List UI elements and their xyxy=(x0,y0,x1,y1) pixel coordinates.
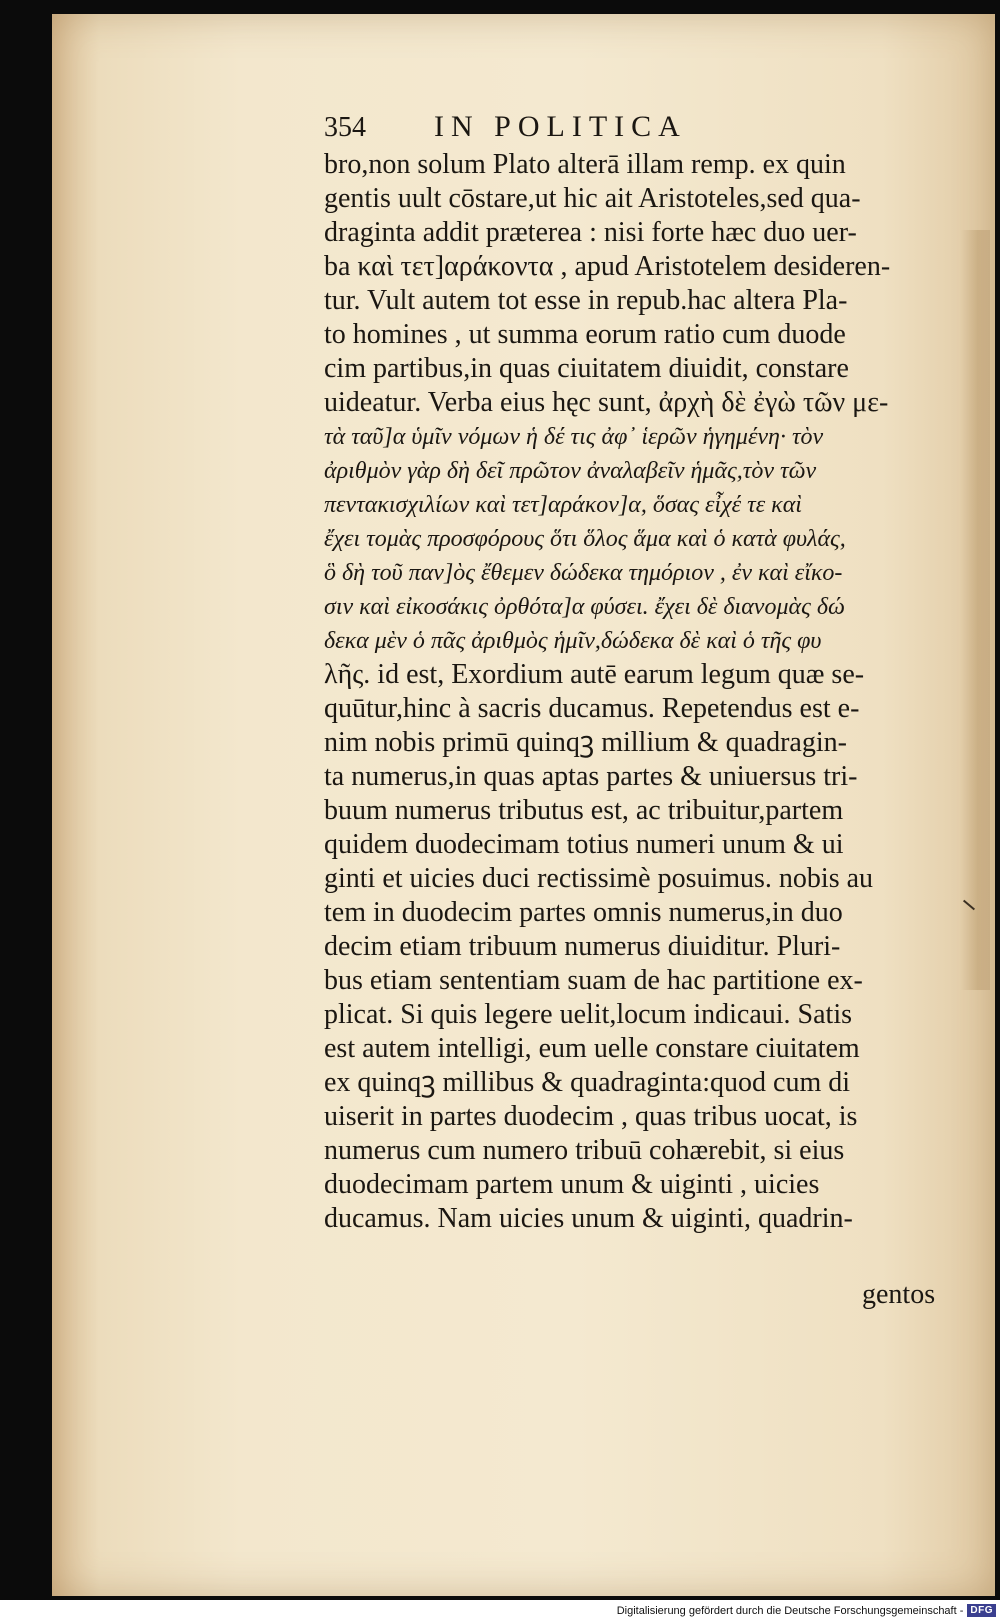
text-line: bus etiam sententiam suam de hac partitione ex- xyxy=(324,965,863,996)
text-line: ta numerus,in quas aptas partes & uniuersus tri- xyxy=(324,761,858,792)
dfg-logo: DFG xyxy=(967,1604,996,1617)
greek-text-line: σιν καὶ εἰκοσάκις ὀρθότα]α φύσει. ἔχει δὲ διανομὰς δώ xyxy=(324,594,845,620)
text-line: quidem duodecimam totius numeri unum & ui xyxy=(324,829,844,860)
text-line: ginti et uicies duci rectissimè posuimus. nobis au xyxy=(324,863,874,894)
text-line: to homines , ut summa eorum ratio cum duode xyxy=(324,319,846,350)
greek-text-line: δεκα μὲν ὁ πᾶς ἀριθμὸς ἡμῖν,δώδεκα δὲ καὶ ὁ τῆς φυ xyxy=(324,628,822,654)
text-line: tem in duodecim partes omnis numerus,in duo xyxy=(324,897,843,928)
page-number: 354 xyxy=(324,112,366,143)
text-line: buum numerus tributus est, ac tribuitur,partem xyxy=(324,795,844,826)
digitization-footer xyxy=(0,1600,1000,1621)
greek-text-line: τὰ ταῦ]α ὑμῖν νόμων ἡ δέ τις ἀφ᾽ ἱερῶν ἡγημένη· τὸν xyxy=(324,424,824,450)
body-text xyxy=(324,148,954,1236)
text-line: uiserit in partes duodecim , quas tribus uocat, is xyxy=(324,1101,858,1132)
greek-text-line: πεντακισχιλίων καὶ τετ]αράκον]α, ὅσας εἶχέ τε καὶ xyxy=(324,492,802,518)
greek-text-line: ὃ δὴ τοῦ παν]ὸς ἔθεμεν δώδεκα τημόριον , ἐν καὶ εἴκο- xyxy=(324,560,843,586)
running-title: IN POLITICA xyxy=(434,110,687,143)
page-edge-shadow xyxy=(960,230,990,990)
text-line: ba καὶ τετ]αράκοντα , apud Aristotelem desideren- xyxy=(324,251,891,282)
text-line: λῆς. id est, Exordium autē earum legum quæ se- xyxy=(324,659,865,690)
text-line: ducamus. Nam uicies unum & uiginti, quadrin- xyxy=(324,1203,853,1234)
text-line: plicat. Si quis legere uelit,locum indicaui. Satis xyxy=(324,999,853,1030)
text-line: quūtur,hinc à sacris ducamus. Repetendus est e- xyxy=(324,693,860,724)
text-line: cim partibus,in quas ciuitatem diuidit, constare xyxy=(324,353,849,384)
text-line: est autem intelligi, eum uelle constare ciuitatem xyxy=(324,1033,860,1064)
running-head xyxy=(324,110,784,150)
text-line: draginta addit præterea : nisi forte hæc duo uer- xyxy=(324,217,857,248)
catchword: gentos xyxy=(862,1279,936,1310)
text-line: ex quinqꝫ millibus & quadraginta:quod cum di xyxy=(324,1067,851,1098)
footer-credit: Digitalisierung gefördert durch die Deutsche Forschungsgemeinschaft - xyxy=(616,1604,964,1617)
text-line: nim nobis primū quinqꝫ millium & quadragin- xyxy=(324,727,847,758)
text-line: duodecimam partem unum & uiginti , uicies xyxy=(324,1169,820,1200)
text-line: gentis uult cōstare,ut hic ait Aristoteles,sed qua- xyxy=(324,183,861,214)
text-line: uideatur. Verba eius hęc sunt, ἀρχὴ δὲ ἐγὼ τῶν με- xyxy=(324,387,889,418)
greek-text-line: ἔχει τομὰς προσφόρους ὅτι ὅλος ἅμα καὶ ὁ κατὰ φυλάς, xyxy=(324,526,846,552)
text-line: numerus cum numero tribuū cohærebit, si eius xyxy=(324,1135,845,1166)
text-line: bro,non solum Plato alterā illam remp. ex quin xyxy=(324,149,846,180)
text-line: tur. Vult autem tot esse in repub.hac altera Pla- xyxy=(324,285,848,316)
greek-text-line: ἀριθμὸν γὰρ δὴ δεῖ πρῶτον ἀναλαβεῖν ἡμᾶς,τὸν τῶν xyxy=(324,458,817,484)
text-line: decim etiam tribuum numerus diuiditur. Pluri- xyxy=(324,931,841,962)
